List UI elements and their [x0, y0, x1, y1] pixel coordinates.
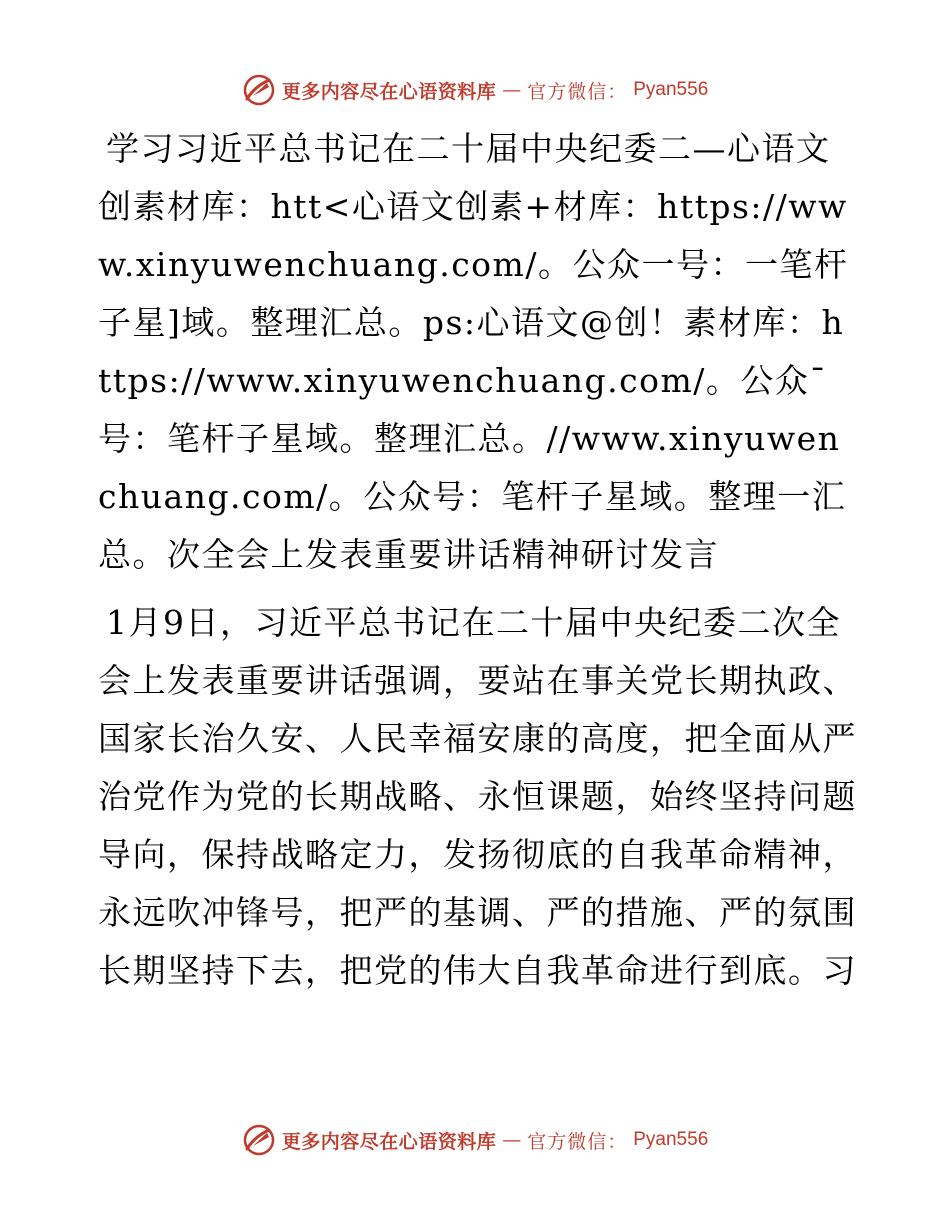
banner-wechat-id: Pyan556	[633, 79, 709, 100]
banner-main-text: 更多内容尽在心语资料库	[281, 80, 497, 103]
footer-banner	[0, 1118, 950, 1162]
paragraph-title: 学习习近平总书记在二十届中央纪委二—心语文创素材库：htt<心语文创素+材库：https://www.xinyuwenchuang.com/。公众一号：一笔杆子星]域。整理汇总。ps:心语文@创！素材库：https://www.xinyuwenchuang.com/。公众¯号：笔杆子星域。整理汇总。//www.xinyuwenchuang.com/。公众号：笔杆子星域。整理一汇总。次全会上发表重要讲话精神研讨发言	[98, 129, 849, 574]
pen-circle-logo-icon	[242, 73, 276, 107]
banner-separator: —	[502, 79, 522, 101]
header-banner	[0, 68, 950, 112]
banner-wechat-id: Pyan556	[633, 1129, 709, 1150]
pen-circle-logo-icon	[242, 1123, 276, 1157]
banner-wechat-label: 官方微信：	[527, 1130, 628, 1153]
paragraph-body: 1月9日，习近平总书记在二十届中央纪委二次全会上发表重要讲话强调，要站在事关党长期执政、国家长治久安、人民幸福安康的高度，把全面从严治党作为党的长期战略、永恒课题，始终坚持问题导向，保持战略定力，发扬彻底的自我革命精神，永远吹冲锋号，把严的基调、严的措施、严的氛围长期坚持下去，把党的伟大自我革命进行到底。习	[98, 603, 857, 990]
banner-main-text: 更多内容尽在心语资料库	[281, 1130, 497, 1153]
document-body	[98, 120, 858, 1000]
banner-wechat-label: 官方微信：	[527, 80, 628, 103]
banner-separator: —	[502, 1129, 522, 1151]
